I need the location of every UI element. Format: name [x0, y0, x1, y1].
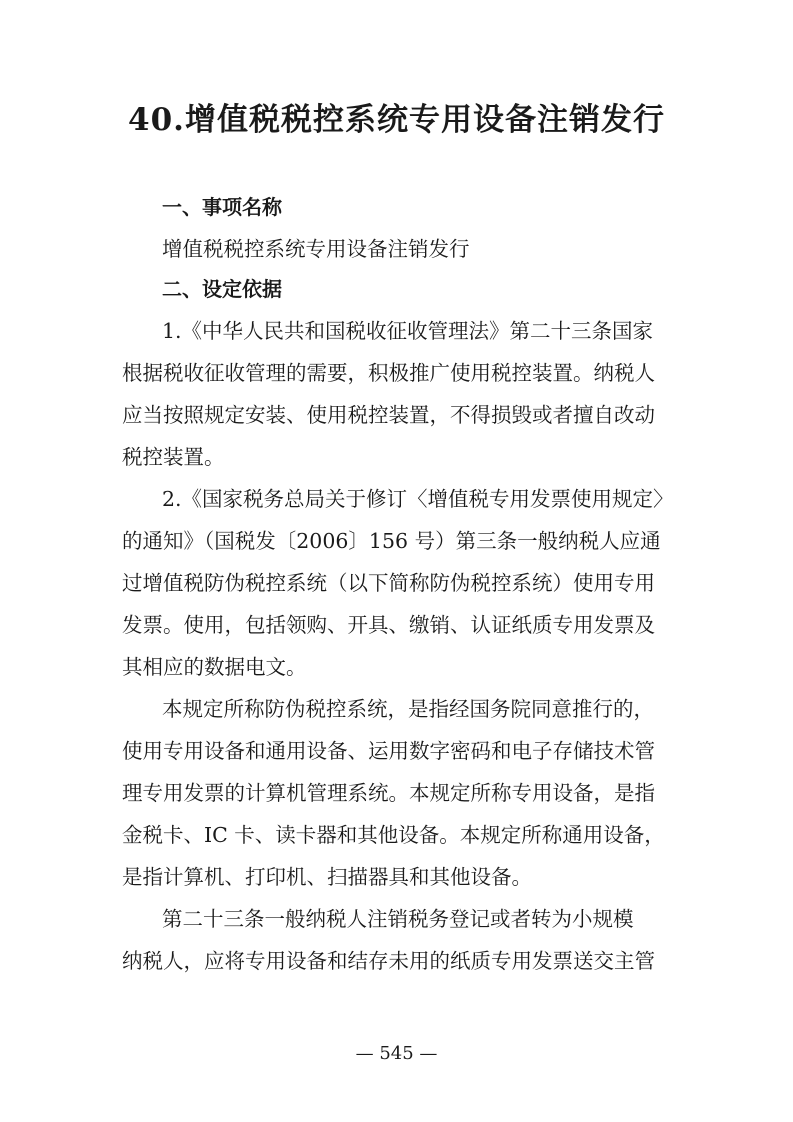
- section-heading-basis: 二、设定依据: [162, 277, 282, 301]
- paragraph-line: 纳税人，应将专用设备和结存未用的纸质专用发票送交主管: [122, 949, 655, 973]
- paragraph-line: 税控装置。: [122, 445, 225, 469]
- page-title: 40.增值税税控系统专用设备注销发行: [128, 102, 665, 138]
- page-number: — 545 —: [355, 1043, 438, 1064]
- item-name-text: 增值税税控系统专用设备注销发行: [162, 237, 470, 261]
- paragraph-line: 1.《中华人民共和国税收征收管理法》第二十三条国家: [162, 319, 654, 343]
- paragraph-line: 理专用发票的计算机管理系统。本规定所称专用设备，是指: [122, 781, 655, 805]
- paragraph-line: 其相应的数据电文。: [122, 655, 307, 679]
- paragraph-line: 2.《国家税务总局关于修订〈增值税专用发票使用规定〉: [162, 487, 674, 511]
- section-heading-item-name: 一、事项名称: [162, 195, 282, 219]
- paragraph-line: 过增值税防伪税控系统（以下简称防伪税控系统）使用专用: [122, 571, 655, 595]
- paragraph-line: 的通知》（国税发〔2006〕156 号）第三条一般纳税人应通: [122, 529, 661, 553]
- paragraph-line: 应当按照规定安装、使用税控装置，不得损毁或者擅自改动: [122, 403, 655, 427]
- paragraph-line: 根据税收征收管理的需要，积极推广使用税控装置。纳税人: [122, 361, 655, 385]
- paragraph-line: 金税卡、IC 卡、读卡器和其他设备。本规定所称通用设备，: [122, 823, 665, 847]
- paragraph-line: 使用专用设备和通用设备、运用数字密码和电子存储技术管: [122, 739, 655, 763]
- paragraph-line: 本规定所称防伪税控系统，是指经国务院同意推行的，: [162, 697, 654, 721]
- paragraph-line: 第二十三条一般纳税人注销税务登记或者转为小规模: [162, 907, 634, 931]
- paragraph-line: 发票。使用，包括领购、开具、缴销、认证纸质专用发票及: [122, 613, 655, 637]
- paragraph-line: 是指计算机、打印机、扫描器具和其他设备。: [122, 865, 532, 889]
